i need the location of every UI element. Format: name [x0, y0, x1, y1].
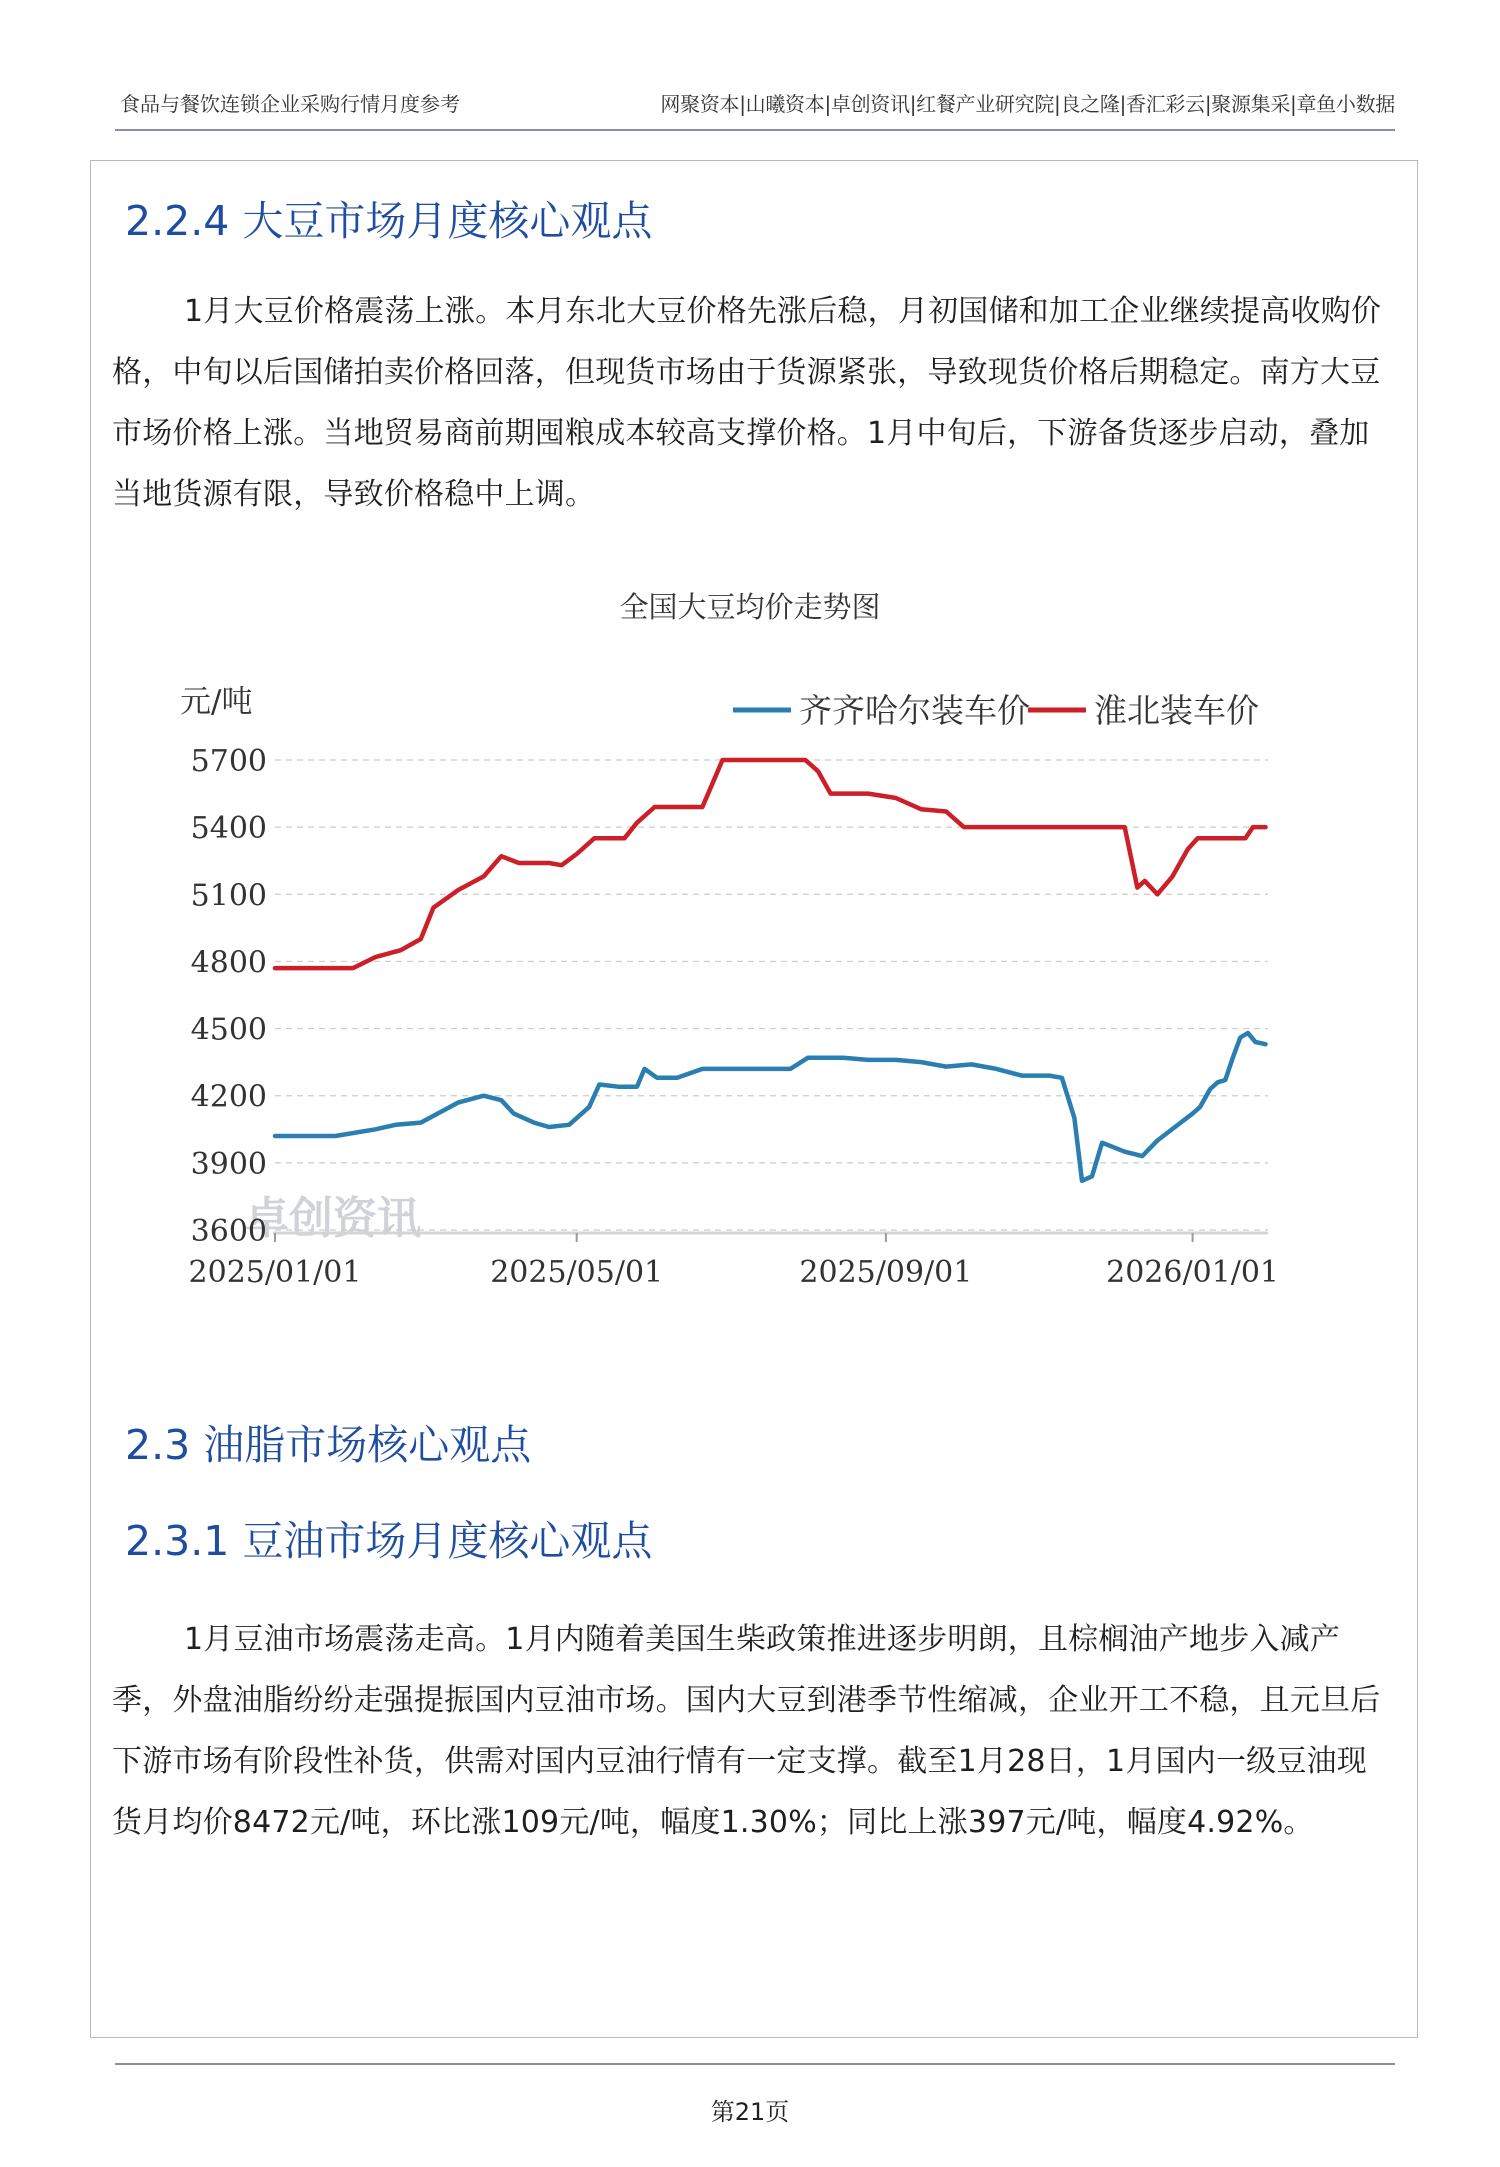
y-tick-label: 5700 [190, 744, 267, 779]
series-line-1 [275, 1033, 1266, 1181]
y-tick-label: 4200 [190, 1079, 267, 1115]
x-tick-label: 2025/05/01 [490, 1255, 664, 1290]
y-tick-label: 3600 [190, 1214, 267, 1249]
section-heading-2-2-4: 2.2.4 大豆市场月度核心观点 [125, 197, 653, 245]
section-heading-2-3: 2.3 油脂市场核心观点 [125, 1421, 532, 1469]
soybean-price-chart [150, 660, 1320, 1320]
x-tick-label: 2026/01/01 [1106, 1255, 1280, 1290]
header-divider [115, 129, 1395, 131]
legend-label-2: 淮北装车价 [1094, 691, 1259, 730]
page-header [115, 80, 1395, 120]
chart-title: 全国大豆均价走势图 [619, 590, 881, 624]
y-tick-label: 4500 [190, 1012, 267, 1048]
series-line-2 [275, 760, 1266, 968]
page-number: 第21页 [710, 2098, 790, 2126]
y-axis-label: 元/吨 [180, 684, 253, 720]
section-heading-2-3-1: 2.3.1 豆油市场月度核心观点 [125, 1517, 653, 1565]
footer-divider [115, 2063, 1395, 2065]
soy-oil-paragraph: 1月豆油市场震荡走高。1月内随着美国生柴政策推进逐步明朗，且棕榈油产地步入减产季，外盘油脂纷纷走强提振国内豆油市场。国内大豆到港季节性缩减，企业开工不稳，且元旦后下游市场有阶段性补货，供需对国内豆油行情有一定支撑。截至1月28日，1月国内一级豆油现货月均价8472元/吨，环比涨109元/吨，幅度1.30%；同比上涨397元/吨，幅度4.92%。 [112, 1622, 1381, 1840]
header-publishers: 网聚资本|山曦资本|卓创资讯|红餐产业研究院|良之隆|香汇彩云|聚源集采|章鱼小数据 [660, 92, 1395, 116]
x-tick-label: 2025/01/01 [188, 1255, 362, 1290]
y-tick-label: 4800 [190, 945, 267, 981]
y-tick-label: 5400 [190, 811, 267, 847]
watermark-text: 卓创资讯 [245, 1193, 421, 1244]
x-tick-label: 2025/09/01 [799, 1255, 973, 1290]
y-tick-label: 5100 [190, 878, 267, 914]
legend-label-1: 齐齐哈尔装车价 [799, 691, 1030, 730]
y-tick-label: 3900 [190, 1146, 267, 1182]
header-report-title: 食品与餐饮连锁企业采购行情月度参考 [120, 92, 460, 116]
soybean-paragraph: 1月大豆价格震荡上涨。本月东北大豆价格先涨后稳，月初国储和加工企业继续提高收购价格，中旬以后国储拍卖价格回落，但现货市场由于货源紧张，导致现货价格后期稳定。南方大豆市场价格上涨。当地贸易商前期囤粮成本较高支撑价格。1月中旬后，下游备货逐步启动，叠加当地货源有限，导致价格稳中上调。 [112, 294, 1382, 512]
